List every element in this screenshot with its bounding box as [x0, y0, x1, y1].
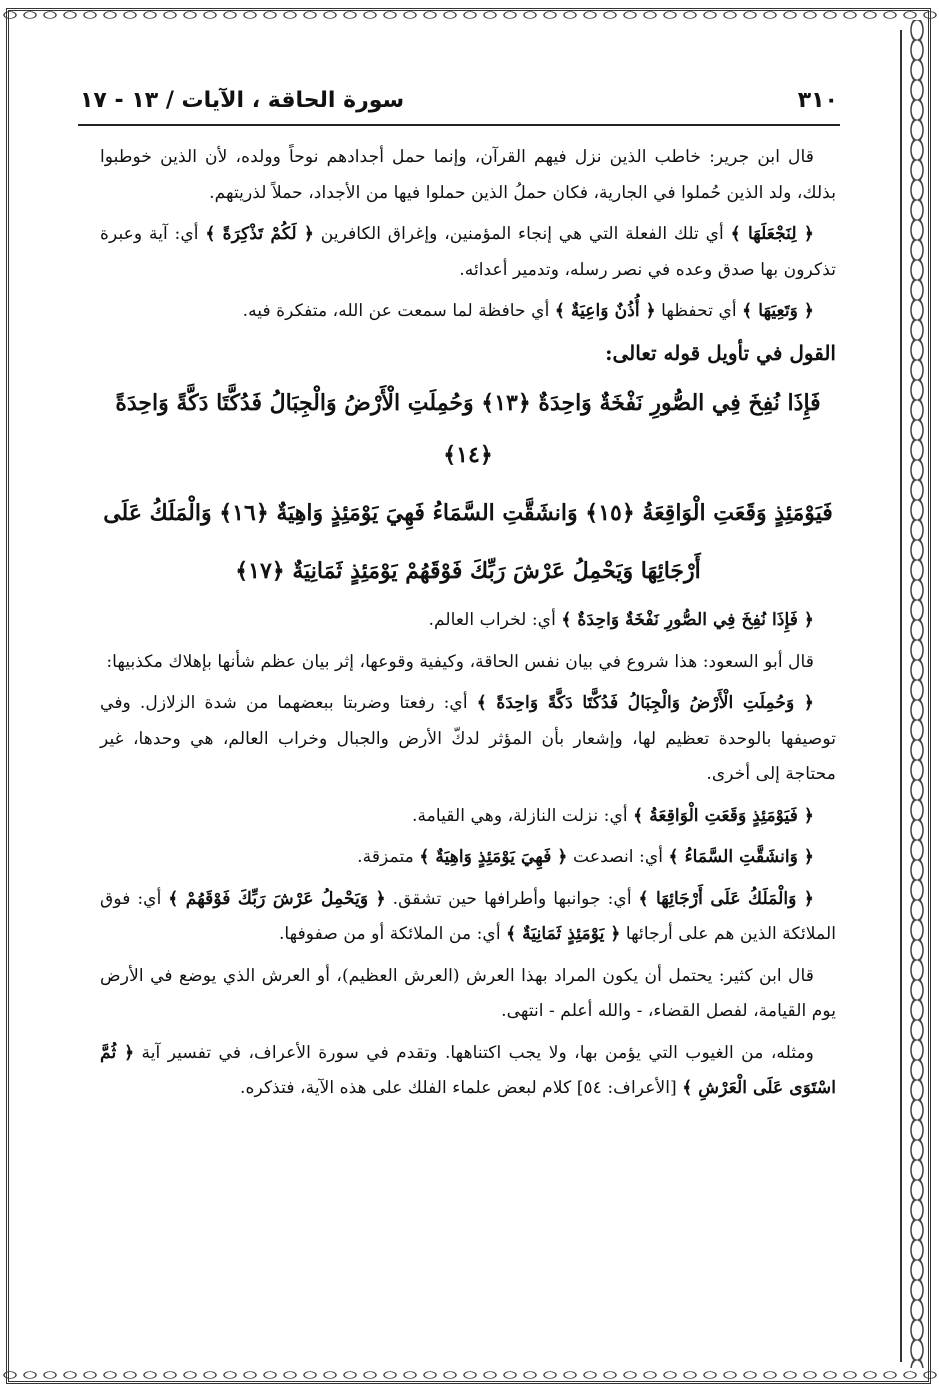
quran-quote: ﴿ فَيَوْمَئِذٍ وَقَعَتِ الْوَاقِعَةُ ﴾ — [633, 805, 814, 826]
quran-quote: ﴿ وَتَعِيَهَا ﴾ — [742, 301, 814, 321]
section-heading: القول في تأويل قوله تعالى: — [605, 340, 836, 365]
text: ومثله، من الغيوب التي يؤمن بها، ولا يجب اكتناهها. وتقدم في سورة الأعراف، في تفسير آية — [134, 1042, 814, 1063]
quran-quote: ﴿ فَإِذَا نُفِخَ فِي الصُّورِ نَفْخَةٌ وَاحِدَةٌ ﴾ — [561, 610, 814, 630]
page-header — [80, 80, 838, 120]
page-number: ٣١٠ — [797, 87, 838, 113]
quran-quote: ﴿ وَالْمَلَكُ عَلَى أَرْجَائِهَا ﴾ — [638, 888, 814, 909]
quran-quote: ﴿ وَيَحْمِلُ عَرْشَ رَبِّكَ فَوْقَهُمْ ﴾ — [168, 888, 386, 909]
quran-quote: ﴿ لِنَجْعَلَهَا ﴾ — [730, 224, 814, 244]
text: أي: آية وعبرة تذكرون بها صدق وعده في نصر رسله، وتدمير أعدائه. — [100, 224, 836, 280]
paragraph — [100, 217, 836, 288]
text: أي: لخراب العالم. — [428, 610, 562, 630]
verse-line: أَرْجَائِهَا وَيَحْمِلُ عَرْشَ رَبِّكَ فَوْقَهُمْ يَوْمَئِذٍ ثَمَانِيَةٌ ﴿١٧﴾ — [235, 558, 701, 584]
paragraph: قال أبو السعود: هذا شروع في بيان نفس الحاقة، وكيفية وقوعها، إثر بيان عظم شأنها بإهلاك مكذبيها: — [106, 651, 814, 672]
text: أي: من الملائكة أو من صفوفها. — [278, 924, 507, 944]
quran-quote: ﴿ فَهِيَ يَوْمَئِذٍ وَاهِيَةٌ ﴾ — [419, 847, 568, 867]
header-rule — [78, 124, 840, 126]
paragraph — [100, 1036, 836, 1107]
quran-quote: ﴿ ثُمَّ اسْتَوَى عَلَى الْعَرْشِ ﴾ — [100, 1042, 836, 1098]
text: [الأعراف: ٥٤] كلام لبعض علماء الفلك على هذه الآية، فتذكره. — [240, 1078, 683, 1098]
verse-line: فَإِذَا نُفِخَ فِي الصُّورِ نَفْخَةٌ وَاحِدَةٌ ﴿١٣﴾ وَحُمِلَتِ الْأَرْضُ وَالْجِبَالُ فَدُكَّتَا دَكَّةً وَاحِدَةً ﴿١٤﴾ — [115, 390, 821, 468]
verse-line: فَيَوْمَئِذٍ وَقَعَتِ الْوَاقِعَةُ ﴿١٥﴾ وَانشَقَّتِ السَّمَاءُ فَهِيَ يَوْمَئِذٍ وَاهِيَةٌ ﴿١٦﴾ وَالْمَلَكُ عَلَى — [103, 500, 833, 526]
text: أي: انصدعت — [567, 847, 669, 867]
quran-quote: ﴿ لَكُمْ تَذْكِرَةً ﴾ — [205, 224, 314, 244]
paragraph: قال ابن جرير: خاطب الذين نزل فيهم القرآن، وإنما حمل أجدادهم نوحاً وولده، لأن الذين خوطبوا بذلك، ولد الذين حُملوا في الجارية، فكان حملُ الذين حملوا فيها من الأجداد، حملاً لذريتهم. — [100, 147, 836, 203]
text: أي: نزلت النازلة، وهي القيامة. — [411, 805, 634, 826]
text: أي: جوانبها وأطرافها حين تشقق. — [385, 888, 639, 909]
quran-quote: ﴿ يَوْمَئِذٍ ثَمَانِيَةٌ ﴾ — [506, 924, 621, 944]
text: أي تلك الفعلة التي هي إنجاء المؤمنين، وإغراق الكافرين — [313, 224, 731, 244]
paragraph — [100, 882, 836, 953]
paragraph — [100, 686, 836, 793]
text: أي تحفظها — [655, 301, 743, 321]
paragraph: قال ابن كثير: يحتمل أن يكون المراد بهذا العرش (العرش العظيم)، أو العرش الذي يوضع في الأرض يوم القيامة، لفصل القضاء، - والله أعلم - انتهى. — [100, 965, 836, 1021]
quran-quote: ﴿ وَانشَقَّتِ السَّمَاءُ ﴾ — [668, 847, 814, 867]
quran-quote: ﴿ أُذُنٌ وَاعِيَةٌ ﴾ — [554, 301, 656, 321]
paragraph — [100, 294, 836, 330]
text: أي: فوق الملائكة الذين هم على أرجائها — [100, 888, 836, 944]
page-body — [100, 140, 836, 1113]
text: أي حافظة لما سمعت عن الله، متفكرة فيه. — [242, 301, 555, 321]
quran-quote: ﴿ وَحُمِلَتِ الْأَرْضُ وَالْجِبَالُ فَدُكَّتَا دَكَّةً وَاحِدَةً ﴾ — [476, 693, 814, 713]
paragraph — [100, 840, 836, 876]
paragraph — [100, 799, 836, 835]
text: متمزقة. — [357, 847, 420, 867]
page-title: سورة الحاقة ، الآيات / ١٣ - ١٧ — [80, 87, 405, 113]
paragraph — [100, 603, 836, 639]
text: أي: رفعتا وضربتا ببعضهما من شدة الزلازل. وفي توصيفها بالوحدة تعظيم لها، وإشعار بأن المؤثر لدكّ الأرض والجبال وخراب العالم، هي وحدها، غير محتاجة إلى أخرى. — [100, 693, 836, 784]
